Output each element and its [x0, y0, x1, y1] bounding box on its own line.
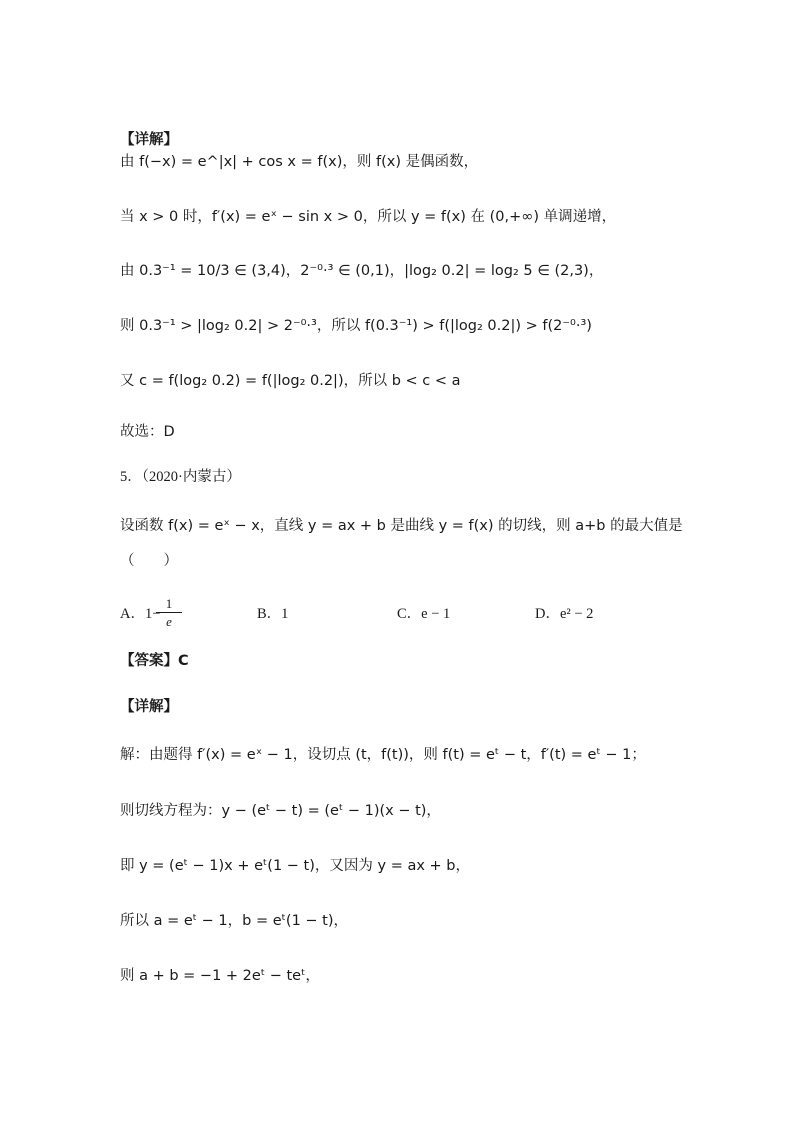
option-a [120, 596, 173, 629]
option-c: C．e − 1 [397, 606, 451, 622]
solution-line-2: 当 x > 0 时，f′(x) = eˣ − sin x > 0，所以 y = f(x) 在 (0,+∞) 单调递增， [120, 209, 617, 225]
solution-line-3: 由 0.3⁻¹ = 10/3 ∈ (3,4)，2⁻⁰·³ ∈ (0,1)，|log₂ 0.2| = log₂ 5 ∈ (2,3)， [120, 263, 604, 279]
answer-choice-line: 故选：D [120, 424, 175, 440]
derivation-line-1: 解：由题得 f′(x) = eˣ − 1，设切点 (t，f(t))，则 f(t) = eᵗ − t，f′(t) = eᵗ − 1； [120, 747, 646, 763]
solution-line-5: 又 c = f(log₂ 0.2) = f(|log₂ 0.2|)，所以 b < c < a [120, 373, 461, 389]
solution-line-1: 由 f(−x) = e^|x| + cos x = f(x)，则 f(x) 是偶函数， [120, 154, 479, 170]
derivation-line-4: 所以 a = eᵗ − 1，b = eᵗ(1 − t)， [120, 913, 349, 929]
question-blank: （ ） [120, 553, 178, 569]
fraction-numerator: 1 [165, 596, 173, 611]
fraction-bar [156, 612, 182, 613]
answer-options [120, 596, 680, 632]
answer-label: 【答案】C [120, 653, 189, 669]
option-d: D．e² − 2 [535, 606, 594, 622]
option-a-fraction [156, 596, 182, 629]
option-a-label: A．1− [120, 606, 161, 622]
detail-heading-1: 【详解】 [120, 132, 178, 148]
detail-heading-2: 【详解】 [120, 699, 178, 715]
fraction-denominator: e [166, 614, 172, 629]
solution-line-4: 则 0.3⁻¹ > |log₂ 0.2| > 2⁻⁰·³，所以 f(0.3⁻¹) > f(|log₂ 0.2|) > f(2⁻⁰·³) [120, 318, 592, 334]
question-text: 设函数 f(x) = eˣ − x，直线 y = ax + b 是曲线 y = f(x) 的切线，则 a+b 的最大值是 [120, 518, 683, 534]
option-b: B．1 [257, 606, 289, 622]
derivation-line-2: 则切线方程为：y − (eᵗ − t) = (eᵗ − 1)(x − t)， [120, 803, 441, 819]
derivation-line-5: 则 a + b = −1 + 2eᵗ − teᵗ， [120, 968, 320, 984]
question-number: 5．（2020·内蒙古） [120, 469, 241, 485]
derivation-line-3: 即 y = (eᵗ − 1)x + eᵗ(1 − t)，又因为 y = ax + b， [120, 858, 470, 874]
